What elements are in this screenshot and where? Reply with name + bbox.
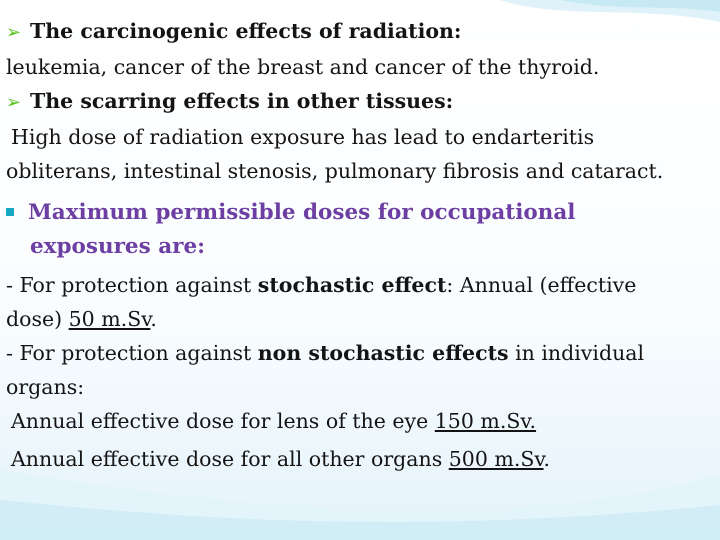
non-stochastic-prefix: - For protection against bbox=[6, 341, 258, 365]
slide-content bbox=[6, 14, 712, 476]
stochastic-suffix: : Annual (effective bbox=[446, 273, 637, 297]
other-organs-dose-suffix: . bbox=[543, 447, 551, 471]
scarring-heading: The scarring effects in other tissues: bbox=[30, 89, 454, 113]
arrow-bullet-icon: ➢ bbox=[6, 92, 22, 113]
max-doses-heading-text-1: Maximum permissible doses for occupational bbox=[28, 200, 576, 225]
scarring-body-line-2: obliterans, intestinal stenosis, pulmonary fibrosis and cataract. bbox=[6, 159, 664, 183]
stochastic-effect-term: stochastic effect bbox=[257, 273, 447, 297]
max-doses-heading-line-1 bbox=[6, 196, 712, 230]
other-organs-dose-value: 500 m.Sv bbox=[448, 447, 544, 471]
scarring-body-line-1: High dose of radiation exposure has lead to endarteritis bbox=[11, 125, 595, 149]
other-organs-dose-line bbox=[6, 442, 712, 476]
lens-dose-line bbox=[6, 404, 712, 438]
arrow-bullet-icon: ➢ bbox=[6, 22, 22, 43]
non-stochastic-line-2: organs: bbox=[6, 375, 85, 399]
carcinogenic-heading-line bbox=[6, 14, 712, 50]
lens-dose-prefix: Annual effective dose for lens of the eye bbox=[11, 409, 435, 433]
stochastic-dose-suffix: . bbox=[150, 307, 157, 331]
non-stochastic-term: non stochastic effects bbox=[257, 341, 509, 365]
stochastic-line-2 bbox=[6, 302, 712, 336]
non-stochastic-suffix: in individual bbox=[508, 341, 645, 365]
scarring-heading-line bbox=[6, 84, 712, 120]
max-doses-heading-line-2: exposures are: bbox=[30, 234, 206, 259]
carcinogenic-body: leukemia, cancer of the breast and cancer of the thyroid. bbox=[6, 55, 600, 79]
other-organs-dose-prefix: Annual effective dose for all other organs bbox=[11, 447, 449, 471]
stochastic-line-1 bbox=[6, 268, 712, 302]
square-bullet-icon bbox=[6, 208, 14, 216]
stochastic-dose-prefix: dose) bbox=[6, 307, 69, 331]
non-stochastic-line-1 bbox=[6, 336, 712, 370]
carcinogenic-heading: The carcinogenic effects of radiation: bbox=[30, 19, 462, 43]
stochastic-dose-value: 50 m.Sv bbox=[68, 307, 151, 331]
lens-dose-value: 150 m.Sv. bbox=[434, 409, 537, 433]
stochastic-prefix: - For protection against bbox=[6, 273, 258, 297]
